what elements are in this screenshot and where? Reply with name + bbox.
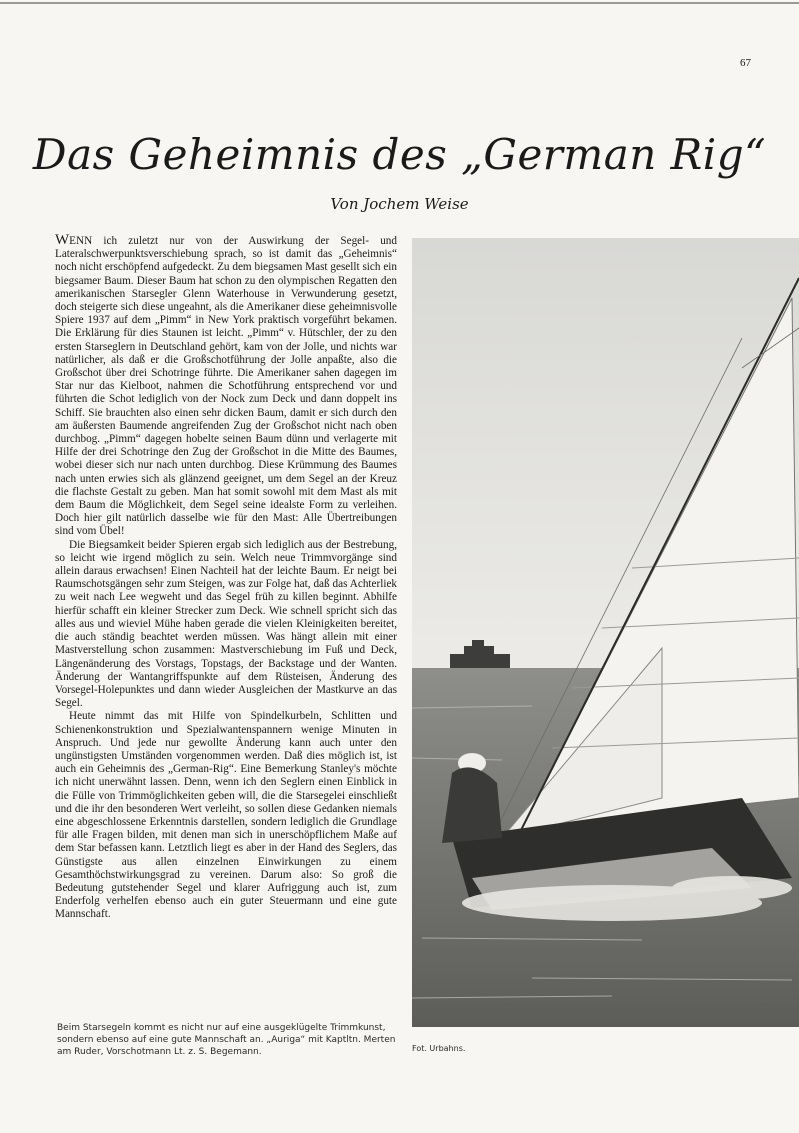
top-border-rule	[0, 2, 799, 4]
drop-cap: W	[55, 232, 70, 248]
article-byline: Von Jochem Weise	[330, 195, 469, 213]
article-title: Das Geheimnis des „German Rig“	[32, 130, 767, 179]
sailboat-photo	[412, 238, 799, 1027]
paragraph-text: ENN ich zuletzt nur von der Auswirkung der Segel- und Lateralschwerpunktsverschiebung sprach, so ist damit das „Geheimnis“ noch nicht erschöpfend aufgedeckt. Zu dem biegsamen Mast gesellt sich ein biegsamer Baum. Dieser Baum hat schon zu den olympischen Regatten den amerikanischen Starsegler Glenn Waterhouse in Verwunderung gesetzt, doch steigerte sich diese ungeahnt, als die Amerikaner diese geheimnisvolle Spiere 1937 auf dem „Pimm“ in New York praktisch vorgeführt bekamen. Die Erklärung für dies Staunen ist leicht. „Pimm“ v. Hütschler, der zu den ersten Starseglern in Deutschland gehört, kam von der Jolle, und nichts war natürlicher, als daß er die Großschotführung der Jolle anpaßte, also die Großschot über drei Schotringe führte. Die Amerikaner sahen dagegen im Star nur das Kielboot, nahmen die Schotführung entsprechend vor und führten die Schot lediglich von der Nock zum Deck und dann doppelt ins Schiff. Sie brauchten also einen sehr dicken Baum, damit er sich durch den am äußersten Baumende angreifenden Zug der Großschot nicht nach oben durchbog. „Pimm“ dagegen hobelte seinen Baum dünn und verlagerte mit Hilfe der drei Schotringe den Zug der Großschot in die Mitte des Baumes, wobei dieser sich nur nach unten durchbog. Diese Krümmung des Baumes nach unten erwies sich als glänzend geeignet, um dem Segel an der Kreuz die flachste Gestalt zu geben. Man hat somit sowohl mit dem Mast als mit dem Baum die Möglichkeit, dem Segel seine idealste Form zu verleihen. Doch hier gilt natürlich dasselbe wie für den Mast: Alle Übertreibungen sind vom Übel!	[55, 235, 397, 538]
photo-caption: Beim Starsegeln kommt es nicht nur auf eine ausgeklügelte Trimmkunst, sondern ebenso auf eine gute Mannschaft an. „Auriga“ mit Kaptltn. Merten am Ruder, Vorschotmann Lt. z. S. Begemann.	[57, 1023, 396, 1057]
article-paragraph-2: Die Biegsamkeit beider Spieren ergab sich lediglich aus der Bestrebung, so leicht wie irgend möglich zu sein. Welch neue Trimmvorgänge sind allein daraus erwachsen! Einen Nachteil hat der leichte Baum. Er neigt bei Raumschotsgängen sehr zum Steigen, was zur Folge hat, daß das Achterliek zu weit nach Lee wegweht und das Segel früh zu killen beginnt. Abhilfe hierfür schafft ein kleiner Strecker zum Deck. Wie schnell spricht sich das alles aus und wieviel Mühe haben gerade die vielen Kleinigkeiten bereitet, die auch ständig beachtet werden müssen. Was hängt allein mit einer Mastverstellung schon zusammen: Mastverschiebung im Fuß und Deck, Längenänderung des Vorstags, Topstags, der Backstage und der Wanten. Änderung der Wantangriffspunkte auf dem Rüsteisen, Änderung des Vorsegel-Holepunktes und dann wieder Ausgleichen der Mastkurve an das Segel.	[55, 538, 397, 710]
photo-credit: Fot. Urbahns.	[412, 1044, 466, 1053]
page-number: 67	[740, 57, 751, 69]
article-paragraph-1	[55, 234, 397, 539]
article-body	[55, 234, 397, 922]
sailboat-photo-illustration	[412, 238, 799, 1027]
article-paragraph-3: Heute nimmt das mit Hilfe von Spindelkurbeln, Schlitten und Schienenkonstruktion und Spezialwantenspannern wenige Minuten in Anspruch. Und jede nur gewollte Änderung kann auch unter den ungünstigsten Umständen vorgenommen werden. Daß dies möglich ist, ist auch ein Geheimnis des „German-Rig“. Eine Bemerkung Stanley's möchte ich nicht unerwähnt lassen. Denn, wenn ich den Seglern einen Einblick in die Fülle von Trimmöglichkeiten geben will, die die Starsegelei einschließt und die ihr den besonderen Wert verleiht, so sollen diese Gedanken niemals eine abgeschlossene Erkenntnis darstellen, sondern lediglich die Grundlage für alle Fragen bilden, mit denen man sich in unerschöpflichem Maße auf dem Star befassen kann. Letztlich liegt es aber in der Hand des Seglers, das Günstigste aus allen einzelnen Einwirkungen zu einem Gesamthöchstwirkungsgrad zu vereinen. Darum also: So groß die Bedeutung gutstehender Segel und klarer Aufriggung auch ist, zum Enderfolg verhelfen ebenso auch ein guter Steuermann und eine gute Mannschaft.	[55, 710, 397, 921]
